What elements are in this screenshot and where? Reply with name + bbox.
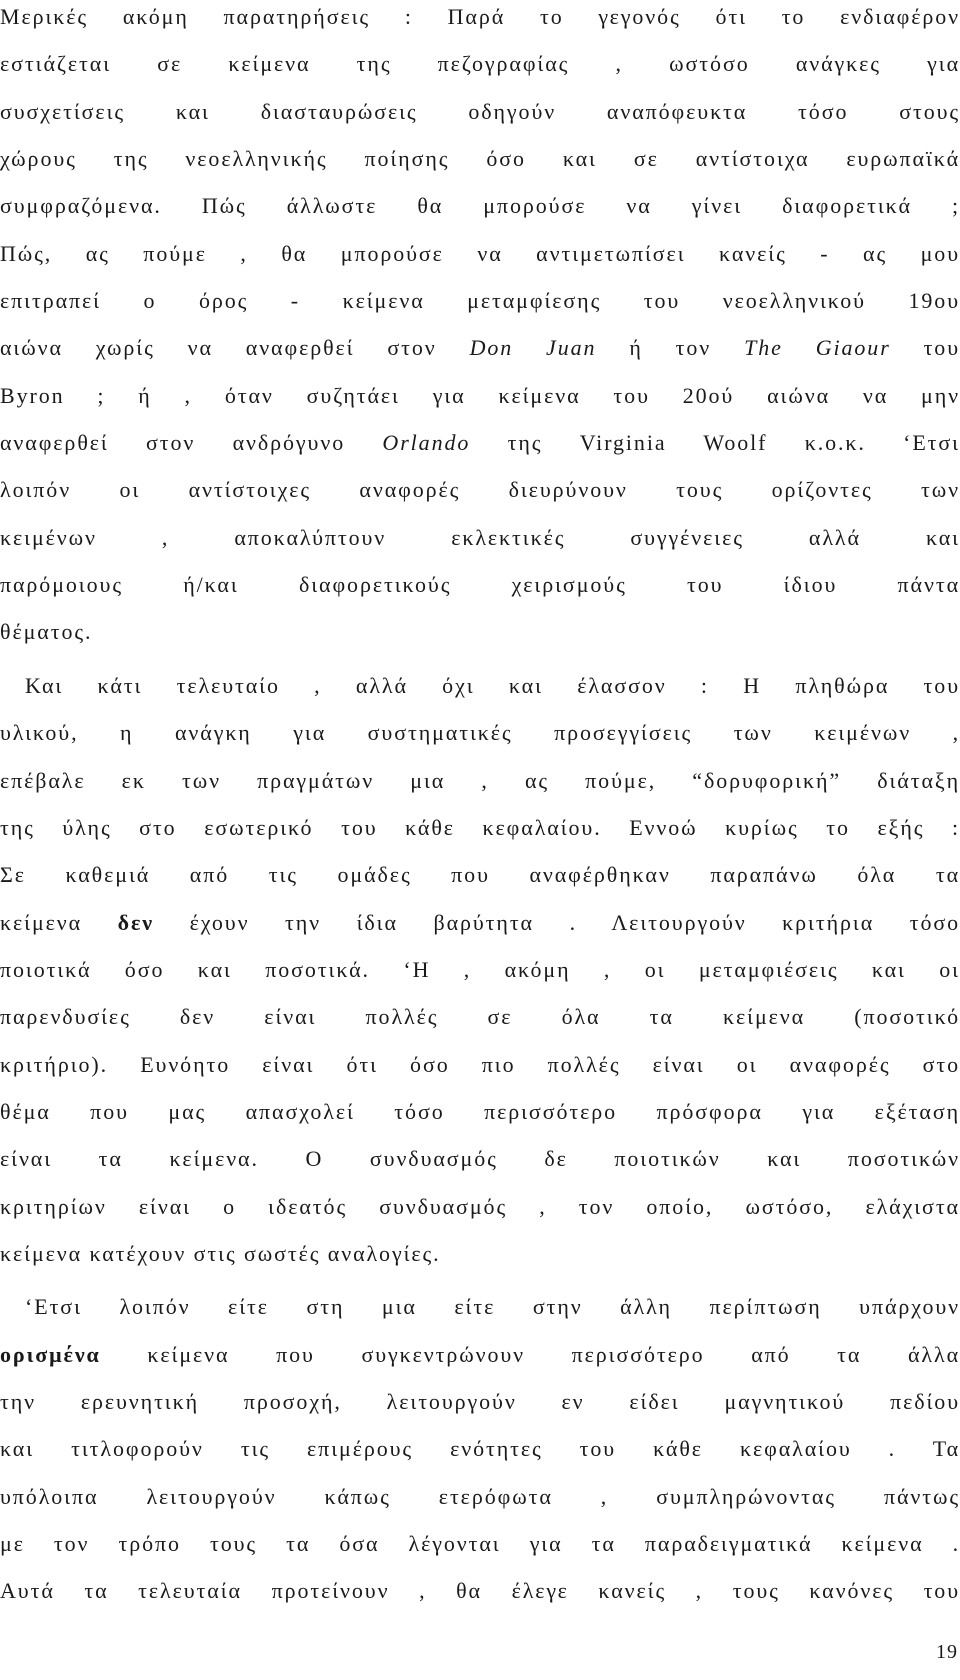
text-run: Μερικές ακόμη παρατηρήσεις : Παρά το γεγονός ότι το ενδιαφέρον xyxy=(0,4,960,29)
text-line xyxy=(0,286,960,333)
paragraph xyxy=(0,2,960,665)
text-run: Byron ; ή , όταν συζητάει για κείμενα του 20ού αιώνα να μην xyxy=(0,382,960,408)
text-run: Αυτά τα τελευταία προτείνουν , θα έλεγε κανείς , τους κανόνες του xyxy=(0,1578,960,1604)
text-run: της ύλης στο εσωτερικό του κάθε κεφαλαίου. Εννοώ κυρίως το εξής : xyxy=(0,814,960,840)
text-line xyxy=(0,1529,960,1576)
text-run: έχουν την ίδια βαρύτητα . Λειτουργούν κριτήρια τόσο xyxy=(154,909,960,935)
text-run: συσχετίσεις και διασταυρώσεις οδηγούν αναπόφευκτα τόσο στους xyxy=(0,98,960,124)
text-run: κείμενα κατέχουν στις σωστές αναλογίες. xyxy=(0,1240,441,1266)
text-run: την ερευνητική προσοχή, λειτουργούν εν είδει μαγνητικού πεδίου xyxy=(0,1388,960,1414)
text-run: εστιάζεται σε κείμενα της πεζογραφίας , ωστόσο ανάγκες για xyxy=(0,51,960,77)
text-run: συμφραζόμενα. Πώς άλλωστε θα μπορούσε να γίνει διαφορετικά ; xyxy=(0,193,960,219)
text-line xyxy=(0,1192,960,1239)
page-number: 19 xyxy=(936,1641,958,1663)
text-line xyxy=(0,2,960,49)
text-run: του xyxy=(890,335,960,361)
text-line xyxy=(0,718,960,765)
text-line xyxy=(0,144,960,191)
text-run: Πώς, ας πούμε , θα μπορούσε να αντιμετωπίσει κανείς - ας μου xyxy=(0,240,960,266)
text-run: με τον τρόπο τους τα όσα λέγονται για τα παραδειγματικά κείμενα . xyxy=(0,1531,960,1556)
text-line xyxy=(0,617,960,664)
text-run: επιτραπεί ο όρος - κείμενα μεταμφίεσης του νεοελληνικού 19ου xyxy=(0,288,960,314)
text-line xyxy=(0,333,960,380)
text-line xyxy=(0,1097,960,1144)
text-run: Σε καθεμιά από τις ομάδες που αναφέρθηκαν παραπάνω όλα τα xyxy=(0,862,960,888)
text-line xyxy=(0,671,960,718)
text-line xyxy=(0,381,960,428)
italic-text: The Giaour xyxy=(744,335,891,361)
text-run: της Virginia Woolf κ.ο.κ. ‘Ετσι xyxy=(470,430,960,456)
text-line xyxy=(0,1144,960,1191)
bold-text: ορισμένα xyxy=(0,1341,101,1367)
text-line xyxy=(0,1050,960,1097)
text-line xyxy=(0,1482,960,1529)
text-line xyxy=(0,955,960,1002)
paragraph xyxy=(0,671,960,1286)
text-line xyxy=(0,1434,960,1481)
text-line xyxy=(0,428,960,475)
text-line xyxy=(0,523,960,570)
text-run: αιώνα χωρίς να αναφερθεί στον xyxy=(0,335,470,361)
text-line xyxy=(0,813,960,860)
text-run: κριτήριο). Ευνόητο είναι ότι όσο πιο πολλές είναι οι αναφορές στο xyxy=(0,1051,960,1077)
text-run: ή τον xyxy=(596,335,745,361)
italic-text: Don Juan xyxy=(469,335,597,361)
text-line xyxy=(0,1002,960,1049)
text-line xyxy=(0,239,960,286)
text-run: θέματος. xyxy=(0,619,93,645)
paragraph xyxy=(0,1292,960,1623)
document-body xyxy=(0,2,960,1624)
text-run: θέμα που μας απασχολεί τόσο περισσότερο πρόσφορα για εξέταση xyxy=(0,1098,960,1124)
text-run: ‘Ετσι λοιπόν είτε στη μια είτε στην άλλη περίπτωση υπάρχουν xyxy=(25,1294,960,1320)
text-line xyxy=(0,475,960,522)
text-line xyxy=(0,191,960,238)
text-line xyxy=(0,766,960,813)
text-run: και τιτλοφορούν τις επιμέρους ενότητες του κάθε κεφαλαίου . Τα xyxy=(0,1436,960,1462)
text-run: κειμένων , αποκαλύπτουν εκλεκτικές συγγένειες αλλά και xyxy=(0,524,960,550)
text-line xyxy=(0,1576,960,1623)
text-line xyxy=(0,97,960,144)
bold-text: δεν xyxy=(117,909,154,935)
text-line xyxy=(0,860,960,907)
text-line xyxy=(0,1292,960,1339)
text-line xyxy=(0,1340,960,1387)
text-run: είναι τα κείμενα. Ο συνδυασμός δε ποιοτικών και ποσοτικών xyxy=(0,1146,960,1172)
text-run: Και κάτι τελευταίο , αλλά όχι και έλασσον : Η πληθώρα του xyxy=(25,672,960,698)
italic-text: Orlando xyxy=(382,430,471,456)
text-line xyxy=(0,49,960,96)
text-run: χώρους της νεοελληνικής ποίησης όσο και σε αντίστοιχα ευρωπαϊκά xyxy=(0,146,960,172)
text-run: ποιοτικά όσο και ποσοτικά. ‘Η , ακόμη , οι μεταμφιέσεις και οι xyxy=(0,956,960,982)
text-line xyxy=(0,1239,960,1286)
text-run: παρενδυσίες δεν είναι πολλές σε όλα τα κείμενα (ποσοτικό xyxy=(0,1004,960,1030)
text-line xyxy=(0,570,960,617)
text-run: παρόμοιους ή/και διαφορετικούς χειρισμούς του ίδιου πάντα xyxy=(0,572,960,598)
text-run: υπόλοιπα λειτουργούν κάπως ετερόφωτα , συμπληρώνοντας πάντως xyxy=(0,1483,960,1509)
text-line xyxy=(0,908,960,955)
text-run: κείμενα που συγκεντρώνουν περισσότερο από τα άλλα xyxy=(100,1341,960,1367)
text-run: αναφερθεί στον ανδρόγυνο xyxy=(0,430,383,456)
text-run: επέβαλε εκ των πραγμάτων μια , ας πούμε, “δορυφορική” διάταξη xyxy=(0,767,960,793)
text-run: κείμενα xyxy=(0,909,118,935)
text-run: κριτηρίων είναι ο ιδεατός συνδυασμός , τον οποίο, ωστόσο, ελάχιστα xyxy=(0,1193,960,1219)
text-run: υλικού, η ανάγκη για συστηματικές προσεγγίσεις των κειμένων , xyxy=(0,720,960,746)
text-line xyxy=(0,1387,960,1434)
text-run: λοιπόν οι αντίστοιχες αναφορές διευρύνουν τους ορίζοντες των xyxy=(0,477,960,503)
